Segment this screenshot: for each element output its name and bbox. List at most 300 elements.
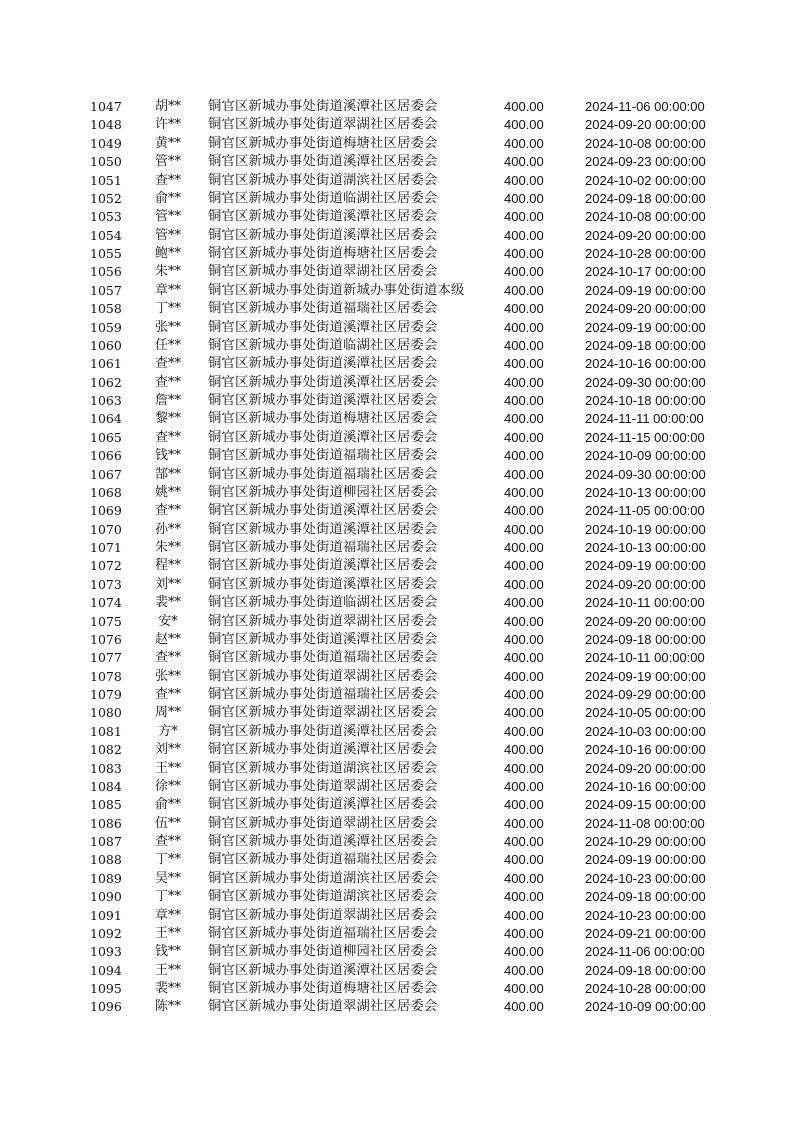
date-time-cell: 2024-09-30 00:00:00 bbox=[585, 374, 706, 390]
table-row bbox=[0, 888, 793, 906]
amount-cell: 400.00 bbox=[504, 301, 544, 317]
person-name-cell: 钱** bbox=[154, 944, 181, 960]
amount-cell: 400.00 bbox=[504, 576, 544, 592]
row-number-cell: 1066 bbox=[90, 448, 122, 464]
table-row bbox=[0, 760, 793, 778]
organization-cell: 铜官区新城办事处街道柳园社区居委会 bbox=[208, 484, 438, 500]
row-number-cell: 1075 bbox=[90, 613, 122, 629]
date-time-cell: 2024-10-02 00:00:00 bbox=[585, 172, 706, 188]
date-time-cell: 2024-10-08 00:00:00 bbox=[585, 135, 706, 151]
amount-cell: 400.00 bbox=[504, 999, 544, 1015]
table-row bbox=[0, 962, 793, 980]
table-row bbox=[0, 374, 793, 392]
table-row bbox=[0, 484, 793, 502]
person-name-cell: 查** bbox=[154, 834, 181, 849]
row-number-cell: 1063 bbox=[90, 393, 122, 408]
organization-cell: 铜官区新城办事处街道溪潭社区居委会 bbox=[208, 962, 438, 978]
date-time-cell: 2024-10-03 00:00:00 bbox=[585, 723, 706, 739]
amount-cell: 400.00 bbox=[504, 429, 544, 445]
person-name-cell: 方* bbox=[158, 723, 178, 739]
table-row bbox=[0, 429, 793, 447]
organization-cell: 铜官区新城办事处街道福瑞社区居委会 bbox=[208, 925, 438, 941]
organization-cell: 铜官区新城办事处街道翠湖社区居委会 bbox=[208, 907, 438, 923]
person-name-cell: 丁** bbox=[154, 301, 181, 317]
person-name-cell: 查** bbox=[154, 356, 181, 372]
date-time-cell: 2024-09-19 00:00:00 bbox=[585, 852, 706, 868]
amount-cell: 400.00 bbox=[504, 797, 544, 813]
person-name-cell: 管** bbox=[154, 154, 181, 170]
organization-cell: 铜官区新城办事处街道溪潭社区居委会 bbox=[208, 742, 438, 758]
table-row bbox=[0, 557, 793, 575]
date-time-cell: 2024-10-11 00:00:00 bbox=[585, 595, 705, 611]
organization-cell: 铜官区新城办事处街道临湖社区居委会 bbox=[208, 337, 438, 353]
organization-cell: 铜官区新城办事处街道福瑞社区居委会 bbox=[208, 687, 438, 702]
date-time-cell: 2024-09-19 00:00:00 bbox=[585, 282, 706, 298]
amount-cell: 400.00 bbox=[504, 117, 544, 133]
date-time-cell: 2024-10-13 00:00:00 bbox=[585, 540, 706, 555]
amount-cell: 400.00 bbox=[504, 135, 544, 151]
amount-cell: 400.00 bbox=[504, 962, 544, 978]
date-time-cell: 2024-09-21 00:00:00 bbox=[585, 925, 706, 941]
table-row bbox=[0, 704, 793, 722]
row-number-cell: 1089 bbox=[90, 870, 122, 886]
person-name-cell: 王** bbox=[154, 962, 181, 978]
person-name-cell: 郜** bbox=[154, 466, 181, 482]
person-name-cell: 管** bbox=[154, 227, 181, 243]
person-name-cell: 俞** bbox=[154, 190, 181, 206]
amount-cell: 400.00 bbox=[504, 246, 544, 261]
organization-cell: 铜官区新城办事处街道翠湖社区居委会 bbox=[208, 613, 438, 629]
amount-cell: 400.00 bbox=[504, 264, 544, 280]
amount-cell: 400.00 bbox=[504, 870, 544, 886]
table-row bbox=[0, 98, 793, 116]
amount-cell: 400.00 bbox=[504, 466, 544, 482]
date-time-cell: 2024-10-09 00:00:00 bbox=[585, 448, 706, 464]
row-number-cell: 1064 bbox=[90, 411, 122, 427]
person-name-cell: 查** bbox=[154, 374, 181, 390]
person-name-cell: 张** bbox=[154, 319, 181, 335]
row-number-cell: 1079 bbox=[90, 687, 122, 702]
organization-cell: 铜官区新城办事处街道湖滨社区居委会 bbox=[208, 870, 438, 886]
person-name-cell: 程** bbox=[154, 558, 181, 574]
table-row bbox=[0, 723, 793, 741]
date-time-cell: 2024-10-23 00:00:00 bbox=[585, 907, 706, 923]
person-name-cell: 张** bbox=[154, 668, 181, 684]
row-number-cell: 1054 bbox=[90, 227, 122, 243]
table-row bbox=[0, 668, 793, 686]
organization-cell: 铜官区新城办事处街道溪潭社区居委会 bbox=[208, 558, 438, 574]
table-row bbox=[0, 208, 793, 226]
amount-cell: 400.00 bbox=[504, 907, 544, 923]
organization-cell: 铜官区新城办事处街道溪潭社区居委会 bbox=[208, 631, 438, 647]
date-time-cell: 2024-09-20 00:00:00 bbox=[585, 613, 706, 629]
amount-cell: 400.00 bbox=[504, 356, 544, 372]
amount-cell: 400.00 bbox=[504, 723, 544, 739]
table-row bbox=[0, 686, 793, 704]
date-time-cell: 2024-10-23 00:00:00 bbox=[585, 870, 706, 886]
date-time-cell: 2024-09-30 00:00:00 bbox=[585, 466, 706, 482]
row-number-cell: 1095 bbox=[90, 981, 122, 996]
row-number-cell: 1093 bbox=[90, 944, 122, 960]
amount-cell: 400.00 bbox=[504, 411, 544, 427]
amount-cell: 400.00 bbox=[504, 521, 544, 537]
amount-cell: 400.00 bbox=[504, 374, 544, 390]
table-row bbox=[0, 135, 793, 153]
row-number-cell: 1078 bbox=[90, 668, 122, 684]
date-time-cell: 2024-09-20 00:00:00 bbox=[585, 760, 706, 776]
person-name-cell: 查** bbox=[154, 172, 181, 188]
person-name-cell: 徐** bbox=[154, 778, 181, 794]
row-number-cell: 1084 bbox=[90, 778, 122, 794]
date-time-cell: 2024-10-05 00:00:00 bbox=[585, 705, 706, 721]
row-number-cell: 1082 bbox=[90, 742, 122, 758]
organization-cell: 铜官区新城办事处街道翠湖社区居委会 bbox=[208, 999, 438, 1015]
row-number-cell: 1077 bbox=[90, 650, 122, 666]
table-row bbox=[0, 631, 793, 649]
table-row bbox=[0, 815, 793, 833]
amount-cell: 400.00 bbox=[504, 282, 544, 298]
row-number-cell: 1080 bbox=[90, 705, 122, 721]
table-row bbox=[0, 833, 793, 851]
organization-cell: 铜官区新城办事处街道溪潭社区居委会 bbox=[208, 227, 438, 243]
amount-cell: 400.00 bbox=[504, 778, 544, 794]
table-row bbox=[0, 263, 793, 281]
table-row bbox=[0, 245, 793, 263]
row-number-cell: 1048 bbox=[90, 117, 122, 133]
organization-cell: 铜官区新城办事处街道溪潭社区居委会 bbox=[208, 374, 438, 390]
table-row bbox=[0, 870, 793, 888]
amount-cell: 400.00 bbox=[504, 154, 544, 170]
person-name-cell: 周** bbox=[154, 705, 181, 721]
person-name-cell: 裴** bbox=[154, 595, 181, 611]
organization-cell: 铜官区新城办事处街道柳园社区居委会 bbox=[208, 944, 438, 960]
organization-cell: 铜官区新城办事处街道福瑞社区居委会 bbox=[208, 650, 438, 666]
organization-cell: 铜官区新城办事处街道梅塘社区居委会 bbox=[208, 246, 438, 261]
organization-cell: 铜官区新城办事处街道溪潭社区居委会 bbox=[208, 393, 438, 408]
row-number-cell: 1053 bbox=[90, 209, 122, 225]
amount-cell: 400.00 bbox=[504, 925, 544, 941]
row-number-cell: 1096 bbox=[90, 999, 122, 1015]
date-time-cell: 2024-11-08 00:00:00 bbox=[585, 815, 705, 831]
person-name-cell: 姚** bbox=[154, 484, 181, 500]
row-number-cell: 1092 bbox=[90, 925, 122, 941]
organization-cell: 铜官区新城办事处街道溪潭社区居委会 bbox=[208, 319, 438, 335]
person-name-cell: 管** bbox=[154, 209, 181, 225]
table-row bbox=[0, 980, 793, 998]
person-name-cell: 刘** bbox=[154, 742, 181, 758]
person-name-cell: 黄** bbox=[154, 135, 181, 151]
row-number-cell: 1067 bbox=[90, 466, 122, 482]
amount-cell: 400.00 bbox=[504, 337, 544, 353]
person-name-cell: 吴** bbox=[154, 870, 181, 886]
organization-cell: 铜官区新城办事处街道福瑞社区居委会 bbox=[208, 301, 438, 317]
amount-cell: 400.00 bbox=[504, 484, 544, 500]
row-number-cell: 1061 bbox=[90, 356, 122, 372]
table-row bbox=[0, 741, 793, 759]
organization-cell: 铜官区新城办事处街道湖滨社区居委会 bbox=[208, 889, 438, 905]
person-name-cell: 丁** bbox=[154, 852, 181, 868]
organization-cell: 铜官区新城办事处街道翠湖社区居委会 bbox=[208, 264, 438, 280]
date-time-cell: 2024-10-13 00:00:00 bbox=[585, 484, 706, 500]
date-time-cell: 2024-11-11 00:00:00 bbox=[585, 411, 704, 427]
table-row bbox=[0, 190, 793, 208]
row-number-cell: 1057 bbox=[90, 282, 122, 298]
date-time-cell: 2024-10-11 00:00:00 bbox=[585, 650, 705, 666]
person-name-cell: 鲍** bbox=[154, 246, 181, 261]
date-time-cell: 2024-11-06 00:00:00 bbox=[585, 944, 705, 960]
date-time-cell: 2024-09-19 00:00:00 bbox=[585, 319, 706, 335]
date-time-cell: 2024-10-16 00:00:00 bbox=[585, 778, 706, 794]
table-row bbox=[0, 282, 793, 300]
table-row bbox=[0, 355, 793, 373]
row-number-cell: 1051 bbox=[90, 172, 122, 188]
table-row bbox=[0, 300, 793, 318]
table-row bbox=[0, 925, 793, 943]
amount-cell: 400.00 bbox=[504, 613, 544, 629]
person-name-cell: 伍** bbox=[154, 815, 181, 831]
table-row bbox=[0, 337, 793, 355]
organization-cell: 铜官区新城办事处街道湖滨社区居委会 bbox=[208, 172, 438, 188]
table-row bbox=[0, 502, 793, 520]
date-time-cell: 2024-10-16 00:00:00 bbox=[585, 356, 706, 372]
table-row bbox=[0, 319, 793, 337]
organization-cell: 铜官区新城办事处街道临湖社区居委会 bbox=[208, 190, 438, 206]
row-number-cell: 1059 bbox=[90, 319, 122, 335]
row-number-cell: 1086 bbox=[90, 815, 122, 831]
row-number-cell: 1072 bbox=[90, 558, 122, 574]
table-row bbox=[0, 227, 793, 245]
row-number-cell: 1062 bbox=[90, 374, 122, 390]
row-number-cell: 1073 bbox=[90, 576, 122, 592]
person-name-cell: 胡** bbox=[154, 99, 181, 114]
organization-cell: 铜官区新城办事处街道溪潭社区居委会 bbox=[208, 723, 438, 739]
amount-cell: 400.00 bbox=[504, 595, 544, 611]
date-time-cell: 2024-10-19 00:00:00 bbox=[585, 521, 706, 537]
date-time-cell: 2024-09-20 00:00:00 bbox=[585, 301, 706, 317]
organization-cell: 铜官区新城办事处街道临湖社区居委会 bbox=[208, 595, 438, 611]
row-number-cell: 1088 bbox=[90, 852, 122, 868]
row-number-cell: 1052 bbox=[90, 190, 122, 206]
date-time-cell: 2024-09-20 00:00:00 bbox=[585, 576, 706, 592]
person-name-cell: 朱** bbox=[154, 540, 181, 555]
table-row bbox=[0, 153, 793, 171]
row-number-cell: 1090 bbox=[90, 889, 122, 905]
table-row bbox=[0, 778, 793, 796]
row-number-cell: 1050 bbox=[90, 154, 122, 170]
person-name-cell: 任** bbox=[154, 337, 181, 353]
date-time-cell: 2024-09-15 00:00:00 bbox=[585, 797, 706, 813]
amount-cell: 400.00 bbox=[504, 852, 544, 868]
row-number-cell: 1076 bbox=[90, 631, 122, 647]
table-row bbox=[0, 943, 793, 961]
date-time-cell: 2024-11-05 00:00:00 bbox=[585, 503, 705, 519]
amount-cell: 400.00 bbox=[504, 705, 544, 721]
row-number-cell: 1055 bbox=[90, 246, 122, 261]
amount-cell: 400.00 bbox=[504, 540, 544, 555]
date-time-cell: 2024-09-20 00:00:00 bbox=[585, 117, 706, 133]
row-number-cell: 1049 bbox=[90, 135, 122, 151]
organization-cell: 铜官区新城办事处街道福瑞社区居委会 bbox=[208, 852, 438, 868]
row-number-cell: 1047 bbox=[90, 99, 122, 114]
organization-cell: 铜官区新城办事处街道翠湖社区居委会 bbox=[208, 815, 438, 831]
amount-cell: 400.00 bbox=[504, 889, 544, 905]
row-number-cell: 1087 bbox=[90, 834, 122, 849]
organization-cell: 铜官区新城办事处街道新城办事处街道本级 bbox=[208, 282, 465, 298]
date-time-cell: 2024-09-18 00:00:00 bbox=[585, 889, 706, 905]
amount-cell: 400.00 bbox=[504, 503, 544, 519]
row-number-cell: 1091 bbox=[90, 907, 122, 923]
records-table bbox=[0, 98, 793, 1017]
table-row bbox=[0, 594, 793, 612]
organization-cell: 铜官区新城办事处街道溪潭社区居委会 bbox=[208, 154, 438, 170]
person-name-cell: 查** bbox=[154, 429, 181, 445]
organization-cell: 铜官区新城办事处街道福瑞社区居委会 bbox=[208, 448, 438, 464]
organization-cell: 铜官区新城办事处街道翠湖社区居委会 bbox=[208, 117, 438, 133]
table-row bbox=[0, 521, 793, 539]
organization-cell: 铜官区新城办事处街道梅塘社区居委会 bbox=[208, 135, 438, 151]
amount-cell: 400.00 bbox=[504, 227, 544, 243]
amount-cell: 400.00 bbox=[504, 558, 544, 574]
date-time-cell: 2024-09-18 00:00:00 bbox=[585, 962, 706, 978]
organization-cell: 铜官区新城办事处街道溪潭社区居委会 bbox=[208, 356, 438, 372]
amount-cell: 400.00 bbox=[504, 209, 544, 225]
amount-cell: 400.00 bbox=[504, 687, 544, 702]
row-number-cell: 1085 bbox=[90, 797, 122, 813]
row-number-cell: 1065 bbox=[90, 429, 122, 445]
amount-cell: 400.00 bbox=[504, 99, 544, 114]
date-time-cell: 2024-10-09 00:00:00 bbox=[585, 999, 706, 1015]
row-number-cell: 1081 bbox=[90, 723, 122, 739]
date-time-cell: 2024-09-20 00:00:00 bbox=[585, 227, 706, 243]
amount-cell: 400.00 bbox=[504, 742, 544, 758]
amount-cell: 400.00 bbox=[504, 834, 544, 849]
organization-cell: 铜官区新城办事处街道福瑞社区居委会 bbox=[208, 466, 438, 482]
person-name-cell: 黎** bbox=[154, 411, 181, 427]
person-name-cell: 俞** bbox=[154, 797, 181, 813]
amount-cell: 400.00 bbox=[504, 650, 544, 666]
organization-cell: 铜官区新城办事处街道溪潭社区居委会 bbox=[208, 521, 438, 537]
amount-cell: 400.00 bbox=[504, 172, 544, 188]
amount-cell: 400.00 bbox=[504, 448, 544, 464]
row-number-cell: 1068 bbox=[90, 484, 122, 500]
amount-cell: 400.00 bbox=[504, 668, 544, 684]
organization-cell: 铜官区新城办事处街道溪潭社区居委会 bbox=[208, 834, 438, 849]
table-row bbox=[0, 998, 793, 1016]
table-row bbox=[0, 649, 793, 667]
person-name-cell: 王** bbox=[154, 925, 181, 941]
table-row bbox=[0, 907, 793, 925]
organization-cell: 铜官区新城办事处街道湖滨社区居委会 bbox=[208, 760, 438, 776]
date-time-cell: 2024-10-08 00:00:00 bbox=[585, 209, 706, 225]
row-number-cell: 1083 bbox=[90, 760, 122, 776]
date-time-cell: 2024-09-18 00:00:00 bbox=[585, 631, 706, 647]
person-name-cell: 查** bbox=[154, 687, 181, 702]
person-name-cell: 孙** bbox=[154, 521, 181, 537]
table-row bbox=[0, 613, 793, 631]
person-name-cell: 詹** bbox=[154, 393, 181, 408]
person-name-cell: 许** bbox=[154, 117, 181, 133]
person-name-cell: 章** bbox=[154, 282, 181, 298]
organization-cell: 铜官区新城办事处街道溪潭社区居委会 bbox=[208, 209, 438, 225]
organization-cell: 铜官区新城办事处街道溪潭社区居委会 bbox=[208, 99, 438, 114]
date-time-cell: 2024-11-06 00:00:00 bbox=[585, 99, 705, 114]
date-time-cell: 2024-09-19 00:00:00 bbox=[585, 668, 706, 684]
person-name-cell: 钱** bbox=[154, 448, 181, 464]
row-number-cell: 1058 bbox=[90, 301, 122, 317]
person-name-cell: 赵** bbox=[154, 631, 181, 647]
date-time-cell: 2024-09-23 00:00:00 bbox=[585, 154, 706, 170]
row-number-cell: 1056 bbox=[90, 264, 122, 280]
person-name-cell: 丁** bbox=[154, 889, 181, 905]
table-row bbox=[0, 851, 793, 869]
person-name-cell: 安* bbox=[158, 613, 178, 629]
organization-cell: 铜官区新城办事处街道梅塘社区居委会 bbox=[208, 981, 438, 996]
row-number-cell: 1094 bbox=[90, 962, 122, 978]
table-row bbox=[0, 466, 793, 484]
organization-cell: 铜官区新城办事处街道翠湖社区居委会 bbox=[208, 705, 438, 721]
person-name-cell: 裴** bbox=[154, 981, 181, 996]
table-row bbox=[0, 539, 793, 557]
table-row bbox=[0, 576, 793, 594]
date-time-cell: 2024-10-17 00:00:00 bbox=[585, 264, 706, 280]
date-time-cell: 2024-09-18 00:00:00 bbox=[585, 337, 706, 353]
table-row bbox=[0, 172, 793, 190]
row-number-cell: 1069 bbox=[90, 503, 122, 519]
amount-cell: 400.00 bbox=[504, 190, 544, 206]
table-row bbox=[0, 447, 793, 465]
table-row bbox=[0, 392, 793, 410]
date-time-cell: 2024-09-29 00:00:00 bbox=[585, 687, 706, 702]
table-row bbox=[0, 410, 793, 428]
person-name-cell: 刘** bbox=[154, 576, 181, 592]
organization-cell: 铜官区新城办事处街道翠湖社区居委会 bbox=[208, 668, 438, 684]
organization-cell: 铜官区新城办事处街道翠湖社区居委会 bbox=[208, 778, 438, 794]
amount-cell: 400.00 bbox=[504, 760, 544, 776]
table-row bbox=[0, 116, 793, 134]
organization-cell: 铜官区新城办事处街道福瑞社区居委会 bbox=[208, 540, 438, 555]
person-name-cell: 王** bbox=[154, 760, 181, 776]
row-number-cell: 1060 bbox=[90, 337, 122, 353]
row-number-cell: 1074 bbox=[90, 595, 122, 611]
organization-cell: 铜官区新城办事处街道溪潭社区居委会 bbox=[208, 576, 438, 592]
date-time-cell: 2024-09-18 00:00:00 bbox=[585, 190, 706, 206]
amount-cell: 400.00 bbox=[504, 631, 544, 647]
amount-cell: 400.00 bbox=[504, 981, 544, 996]
organization-cell: 铜官区新城办事处街道溪潭社区居委会 bbox=[208, 503, 438, 519]
date-time-cell: 2024-10-18 00:00:00 bbox=[585, 393, 706, 408]
amount-cell: 400.00 bbox=[504, 815, 544, 831]
organization-cell: 铜官区新城办事处街道梅塘社区居委会 bbox=[208, 411, 438, 427]
amount-cell: 400.00 bbox=[504, 944, 544, 960]
person-name-cell: 查** bbox=[154, 503, 181, 519]
amount-cell: 400.00 bbox=[504, 319, 544, 335]
row-number-cell: 1070 bbox=[90, 521, 122, 537]
person-name-cell: 章** bbox=[154, 907, 181, 923]
date-time-cell: 2024-10-28 00:00:00 bbox=[585, 981, 706, 996]
date-time-cell: 2024-10-29 00:00:00 bbox=[585, 834, 706, 849]
person-name-cell: 朱** bbox=[154, 264, 181, 280]
person-name-cell: 查** bbox=[154, 650, 181, 666]
date-time-cell: 2024-10-28 00:00:00 bbox=[585, 246, 706, 261]
organization-cell: 铜官区新城办事处街道溪潭社区居委会 bbox=[208, 429, 438, 445]
table-row bbox=[0, 796, 793, 814]
person-name-cell: 陈** bbox=[154, 999, 181, 1015]
row-number-cell: 1071 bbox=[90, 540, 122, 555]
date-time-cell: 2024-10-16 00:00:00 bbox=[585, 742, 706, 758]
amount-cell: 400.00 bbox=[504, 393, 544, 408]
date-time-cell: 2024-09-19 00:00:00 bbox=[585, 558, 706, 574]
organization-cell: 铜官区新城办事处街道溪潭社区居委会 bbox=[208, 797, 438, 813]
